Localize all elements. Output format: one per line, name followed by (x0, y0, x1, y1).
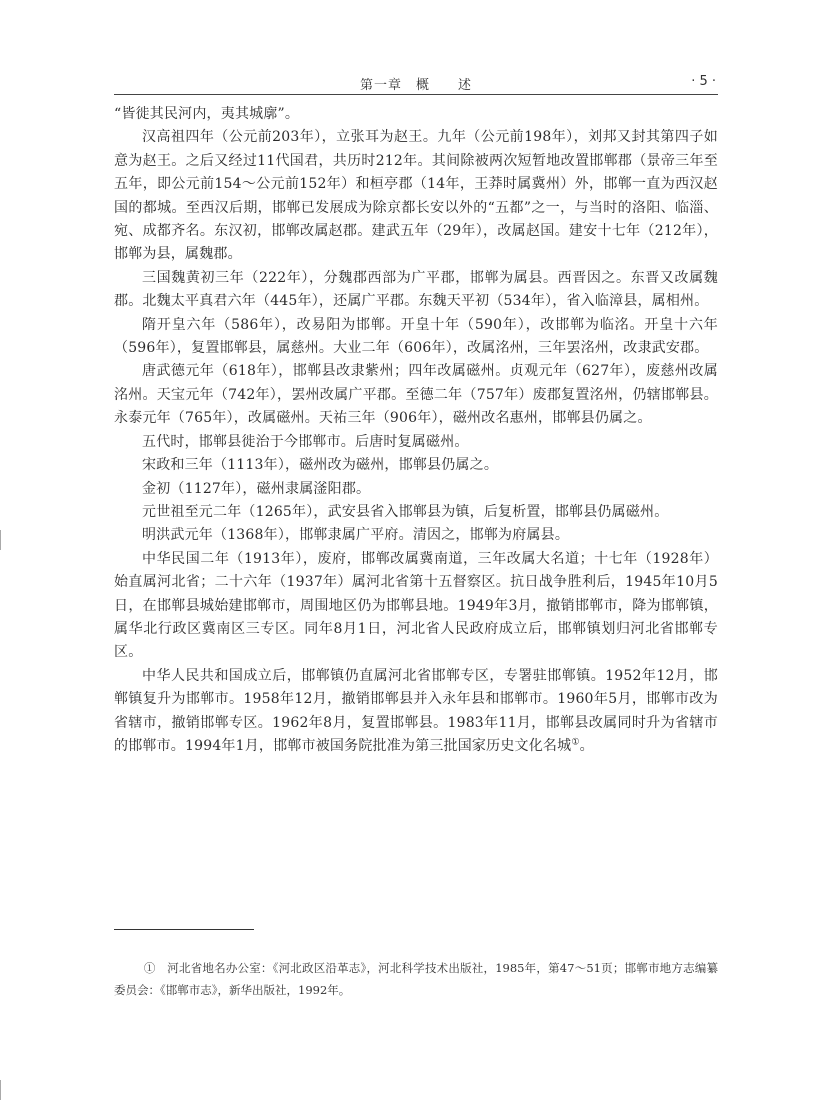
paragraph-9: 元世祖至元二年（1265年），武安县省入邯郸县为镇，后复析置，邯郸县仍属磁州。 (142, 503, 669, 520)
crop-mark-top (0, 530, 5, 550)
paragraph-8: 金初（1127年），磁州隶属滏阳郡。 (142, 480, 371, 497)
page-number: · 5 · (691, 74, 716, 89)
crop-mark-bottom (0, 1080, 5, 1100)
paragraph-4: 隋开皇六年（586年），改易阳为邯郸。开皇十年（590年），改邯郸为临洺。开皇十六年（596年），复置邯郸县，属慈州。大业二年（606年），改属洺州，三年罢洺州，改隶武安郡。 (114, 316, 718, 357)
paragraph-12 (114, 665, 718, 759)
paragraph-5: 唐武德元年（618年），邯郸县改隶紫州；四年改属磁州。贞观元年（627年），废慈州改属洺州。天宝元年（742年），罢州改属广平郡。至德二年（757年）废郡复置洺州，仍辖邯郸县。永泰元年（765年），改属磁州。天祐三年（906年），磁州改名惠州，邯郸县仍属之。 (114, 363, 718, 427)
running-header (114, 72, 718, 95)
body-text (114, 103, 718, 758)
chapter-title: 第一章 概 述 (359, 78, 472, 93)
paragraph-1: “皆徙其民河内，夷其城廓”。 (114, 106, 300, 122)
footnote-text: ① 河北省地名办公室：《河北政区沿革志》，河北科学技术出版社，1985年，第47～51页；邯郸市地方志编纂委员会：《邯郸市志》，新华出版社，1992年。 (114, 960, 718, 997)
paragraph-10: 明洪武元年（1368年），邯郸隶属广平府。清因之，邯郸为府属县。 (142, 527, 570, 544)
paragraph-12-text: 中华人民共和国成立后，邯郸镇仍直属河北省邯郸专区，专署驻邯郸镇。1952年12月，邯郸镇复升为邯郸市。1958年12月，撤销邯郸县并入永年县和邯郸市。1960年5月，邯郸市改为省辖市，撤销邯郸专区。1962年8月，复置邯郸县。1983年11月，邯郸县改属同时升为省辖市的邯郸市。1994年1月，邯郸市被国务院批准为第三批国家历史文化名城 (114, 667, 718, 754)
footnote-reference[interactable]: ① (571, 737, 580, 748)
paragraph-2: 汉高祖四年（公元前203年），立张耳为赵王。九年（公元前198年），刘邦又封其第四子如意为赵王。之后又经过11代国君，共历时212年。其间除被两次短暂地改置邯郸郡（景帝三年至五年，即公元前154～公元前152年）和桓亭郡（14年，王莽时属冀州）外，邯郸一直为西汉赵国的都城。至西汉后期，邯郸已发展成为除京都长安以外的“五都”之一，与当时的洛阳、临淄、宛、成都齐名。东汉初，邯郸改属赵郡。建武五年（29年），改属赵国。建安十七年（212年），邯郸为县，属魏郡。 (114, 129, 718, 263)
footnote-separator (114, 929, 254, 930)
paragraph-12-end: 。 (579, 737, 594, 754)
paragraph-11: 中华民国二年（1913年），废府，邯郸改属冀南道，三年改属大名道；十七年（1928年）始直属河北省；二十六年（1937年）属河北省第十五督察区。抗日战争胜利后，1945年10月5日，在邯郸县城始建邯郸市，周围地区仍为邯郸县地。1949年3月，撤销邯郸市，降为邯郸镇，属华北行政区冀南区三专区。同年8月1日，河北省人民政府成立后，邯郸镇划归河北省邯郸专区。 (114, 550, 718, 661)
paragraph-3: 三国魏黄初三年（222年），分魏郡西部为广平郡，邯郸为属县。西晋因之。东晋又改属魏郡。北魏太平真君六年（445年），还属广平郡。东魏天平初（534年），省入临漳县，属相州。 (114, 269, 718, 310)
paragraph-6: 五代时，邯郸县徙治于今邯郸市。后唐时复属磁州。 (142, 433, 469, 450)
paragraph-7: 宋政和三年（1113年），磁州改为磁州，邯郸县仍属之。 (142, 457, 499, 474)
